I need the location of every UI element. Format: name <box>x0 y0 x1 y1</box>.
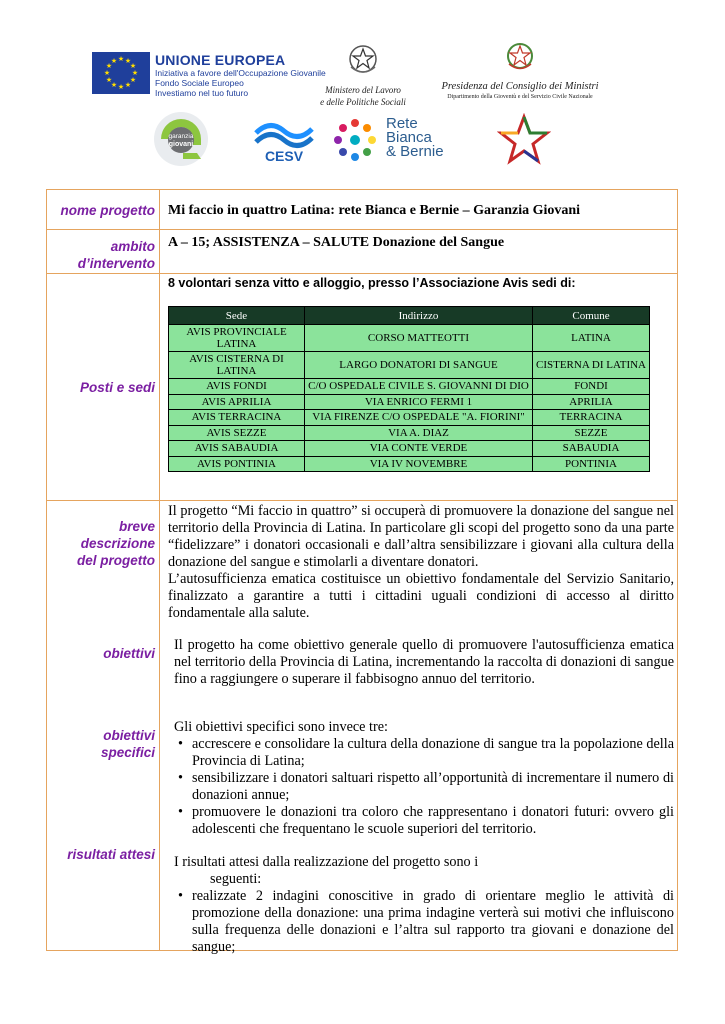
column-divider <box>159 190 160 950</box>
label-posti-sedi: Posti e sedi <box>79 380 155 395</box>
label-ambito-line-1: ambito <box>110 239 155 254</box>
sede-cell: AVIS PROVINCIALE LATINA <box>169 325 305 352</box>
indirizzo-cell: VIA CONTE VERDE <box>305 441 533 457</box>
svg-text:★: ★ <box>103 69 111 77</box>
svg-text:★: ★ <box>110 81 118 89</box>
ministero-lavoro-logo <box>318 40 408 107</box>
sedi-header-row <box>169 307 650 325</box>
sede-cell: AVIS TERRACINA <box>169 410 305 426</box>
presidenza-title: Presidenza del Consiglio dei Ministri <box>441 81 599 92</box>
risultati-intro-2: seguenti: <box>210 871 262 887</box>
svg-text:★: ★ <box>105 76 113 84</box>
table-row <box>169 325 650 352</box>
indirizzo-cell: VIA A. DIAZ <box>305 425 533 441</box>
label-descrizione-line-2: descrizione <box>80 536 155 551</box>
svg-text:★: ★ <box>124 57 132 65</box>
rete-line-2: Bianca <box>386 129 432 146</box>
svg-text:★: ★ <box>105 62 113 70</box>
cesv-label: CESV <box>264 148 304 164</box>
sede-cell: AVIS SABAUDIA <box>169 441 305 457</box>
label-specifici <box>47 727 155 761</box>
comune-cell: SEZZE <box>533 425 650 441</box>
descrizione-text <box>168 503 674 622</box>
row-divider <box>47 229 677 230</box>
cesv-logo <box>252 115 316 165</box>
indirizzo-cell: CORSO MATTEOTTI <box>305 325 533 352</box>
ministero-line-1: Ministero del Lavoro <box>325 85 401 95</box>
comune-cell: LATINA <box>533 325 650 352</box>
eu-title: UNIONE EUROPEA <box>155 52 286 68</box>
ministero-line-2: e delle Politiche Sociali <box>320 97 406 107</box>
label-ambito <box>47 238 155 272</box>
rete-line-3: & Bernie <box>386 143 444 160</box>
eu-line-2: Fondo Sociale Europeo <box>155 78 244 88</box>
sede-cell: AVIS APRILIA <box>169 394 305 410</box>
table-row <box>169 410 650 426</box>
rete-text <box>386 117 444 159</box>
specifici-intro: Gli obiettivi specifici sono invece tre: <box>174 719 388 735</box>
table-row <box>169 379 650 395</box>
svg-text:★: ★ <box>110 57 118 65</box>
descrizione-paragraph-1: Il progetto “Mi faccio in quattro” si occuperà di promuovere la donazione del sangue nel territorio della Provincia di Latina. In particolare gli scopi del progetto sono da una parte “fidelizzare” i donatori occasionali e dall’altra sensibilizzare i giovani alla cultura della donazione del sangue e stimolarli a diventare donatori. <box>168 503 674 570</box>
risultati-block <box>174 854 674 956</box>
indirizzo-cell: VIA FIRENZE C/O OSPEDALE "A. FIORINI" <box>305 410 533 426</box>
svg-text:★: ★ <box>117 83 125 91</box>
list-item: • sensibilizzare i donatori saltuari rispetto all’opportunità di incrementare il numero di donazioni annue; <box>192 770 674 804</box>
indirizzo-cell: VIA IV NOVEMBRE <box>305 456 533 472</box>
posti-intro: 8 volontari senza vitto e alloggio, presso l’Associazione Avis sedi di: <box>168 276 576 290</box>
svg-text:★: ★ <box>129 62 137 70</box>
garanzia-line-2: giovani <box>168 141 194 148</box>
svg-text:★: ★ <box>117 55 125 63</box>
presidenza-logo <box>440 38 600 101</box>
label-nome-progetto: nome progetto <box>60 203 155 218</box>
italy-emblem-icon <box>346 40 380 78</box>
label-risultati: risultati attesi <box>67 847 155 862</box>
presidenza-sub: Dipartimento della Gioventù e del Servizio Civile Nazionale <box>447 94 593 100</box>
sede-cell: AVIS SEZZE <box>169 425 305 441</box>
sede-cell: AVIS CISTERNA DI LATINA <box>169 352 305 379</box>
specifici-block <box>174 719 674 838</box>
label-specifici-line-1: obiettivi <box>103 728 155 743</box>
comune-cell: APRILIA <box>533 394 650 410</box>
value-nome-progetto: Mi faccio in quattro Latina: rete Bianca e Bernie – Garanzia Giovani <box>168 203 581 218</box>
indirizzo-cell: LARGO DONATORI DI SANGUE <box>305 352 533 379</box>
list-item: • promuovere le donazioni tra coloro che rappresentano i donatori futuri: ovvero gli adolescenti che frequentano le scuole superiori del territorio. <box>192 804 674 838</box>
eu-text-block <box>155 52 326 98</box>
garanzia-giovani-logo <box>153 111 209 167</box>
label-specifici-line-2: specifici <box>100 745 155 760</box>
svg-text:★: ★ <box>131 69 139 77</box>
table-row <box>169 394 650 410</box>
label-ambito-line-2: d’intervento <box>77 256 155 271</box>
comune-cell: FONDI <box>533 379 650 395</box>
rete-line-1: Rete <box>386 115 418 132</box>
table-row <box>169 352 650 379</box>
servizio-civile-star-logo <box>497 113 551 167</box>
label-descrizione <box>47 518 155 569</box>
table-row <box>169 425 650 441</box>
specifici-list <box>174 736 674 838</box>
label-obiettivi: obiettivi <box>103 646 155 661</box>
logo-header <box>0 0 725 180</box>
eu-flag-logo <box>92 52 150 94</box>
garanzia-line-1: garanzia <box>168 133 194 140</box>
obiettivi-text: Il progetto ha come obiettivo generale quello di promuovere l'autosufficienza ematica nel territorio della Provincia di Latina, incrementando la raccolta di donazioni di sangue fino a raggiungere o superare il fabbisogno annuo del territorio. <box>174 637 674 687</box>
header-sede: Sede <box>169 307 305 325</box>
risultati-list <box>174 888 674 956</box>
project-table <box>46 189 678 955</box>
italy-emblem-color-icon <box>503 38 537 74</box>
row-divider <box>47 500 677 501</box>
rete-bianca-bernie-logo <box>325 112 385 167</box>
risultati-intro: I risultati attesi dalla realizzazione del progetto sono i <box>174 854 479 870</box>
list-item: • realizzate 2 indagini conoscitive in grado di orientare meglio le attività di promozione della donazione: una prima indagine verterà sui motivi che influiscono sulla frequenza delle donazioni e l’altra sul rapporto tra giovani e donazione del sangue; <box>192 888 674 956</box>
table-row <box>169 441 650 457</box>
sede-cell: AVIS FONDI <box>169 379 305 395</box>
descrizione-paragraph-2: L’autosufficienza ematica costituisce un obiettivo fondamentale del Servizio Sanitario, finalizzato a garantire a tutti i cittadini uguali condizioni di accesso al diritto fondamentale alla salute. <box>168 571 674 621</box>
indirizzo-cell: VIA ENRICO FERMI 1 <box>305 394 533 410</box>
eu-line-3: Investiamo nel tuo futuro <box>155 88 249 98</box>
label-descrizione-line-1: breve <box>118 519 155 534</box>
svg-text:★: ★ <box>129 76 137 84</box>
comune-cell: TERRACINA <box>533 410 650 426</box>
header-indirizzo: Indirizzo <box>305 307 533 325</box>
header-comune: Comune <box>533 307 650 325</box>
sede-cell: AVIS PONTINIA <box>169 456 305 472</box>
value-ambito: A – 15; ASSISTENZA – SALUTE Donazione del Sangue <box>168 235 505 250</box>
comune-cell: PONTINIA <box>533 456 650 472</box>
comune-cell: SABAUDIA <box>533 441 650 457</box>
eu-line-1: Iniziativa a favore dell'Occupazione Giovanile <box>155 68 326 78</box>
label-descrizione-line-3: del progetto <box>77 553 155 568</box>
list-item: • accrescere e consolidare la cultura della donazione di sangue tra la popolazione della Provincia di Latina; <box>192 736 674 770</box>
row-divider <box>47 273 677 274</box>
comune-cell: CISTERNA DI LATINA <box>533 352 650 379</box>
table-row <box>169 456 650 472</box>
sedi-table <box>168 306 650 472</box>
indirizzo-cell: C/O OSPEDALE CIVILE S. GIOVANNI DI DIO <box>305 379 533 395</box>
svg-text:★: ★ <box>124 81 132 89</box>
